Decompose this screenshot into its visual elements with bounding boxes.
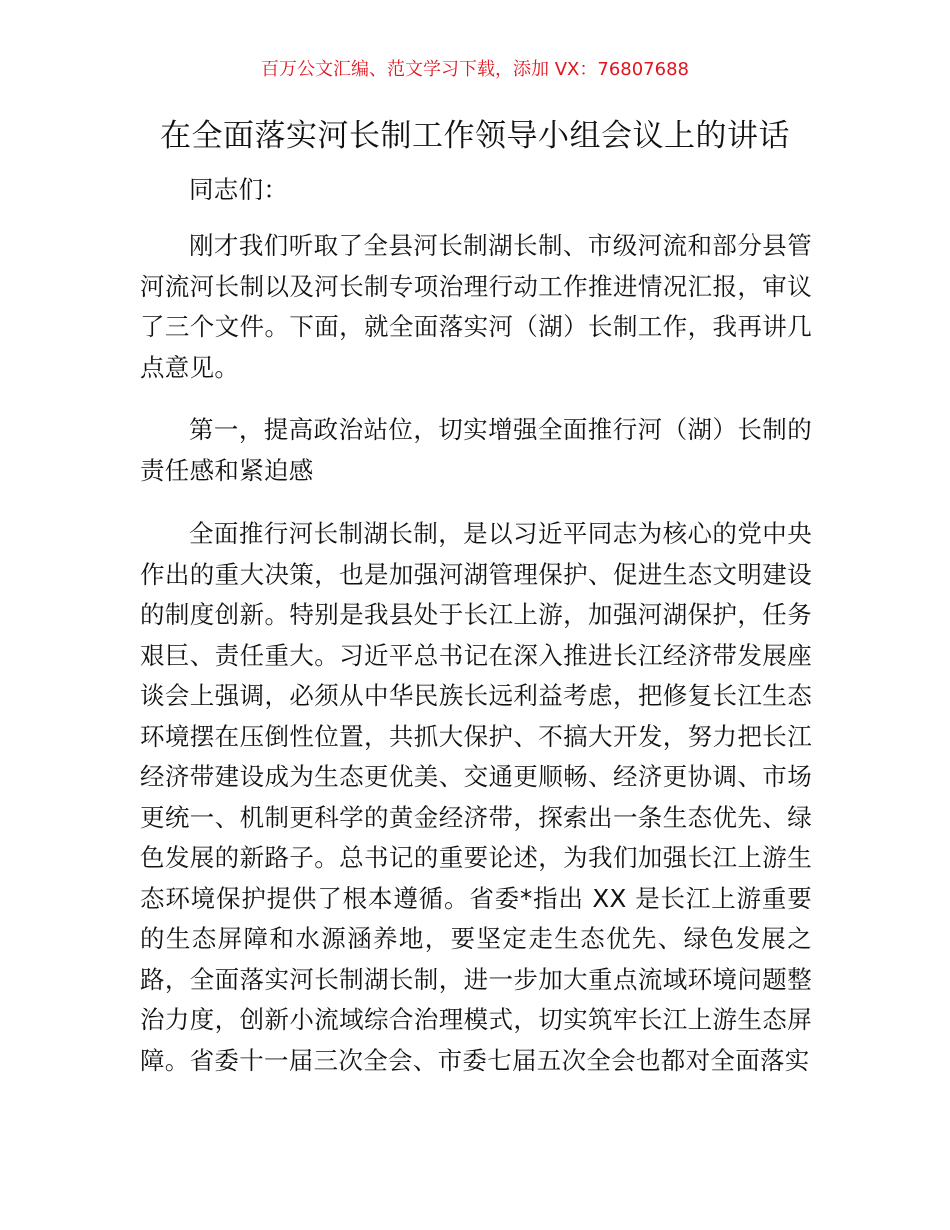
section-heading-first	[140, 410, 812, 491]
section-heading-text: 第一，提高政治站位，切实增强全面推行河（湖）长制的责任感和紧迫感	[140, 415, 812, 485]
paragraph-text: 刚才我们听取了全县河长制湖长制、市级河流和部分县管河流河长制以及河长制专项治理行动工作推进情况汇报，审议了三个文件。下面，就全面落实河（湖）长制工作，我再讲几点意见。	[140, 231, 812, 382]
document-title: 在全面落实河长制工作领导小组会议上的讲话	[160, 118, 790, 154]
salutation-text: 同志们：	[189, 175, 289, 204]
paragraph-body	[140, 514, 812, 1081]
paragraph-text: 全面推行河长制湖长制，是以习近平同志为核心的党中央作出的重大决策，也是加强河湖管理保护、促进生态文明建设的制度创新。特别是我县处于长江上游，加强河湖保护，任务艰巨、责任重大。习近平总书记在深入推进长江经济带发展座谈会上强调，必须从中华民族长远利益考虑，把修复长江生态环境摆在压倒性位置，共抓大保护、不搞大开发，努力把长江经济带建设成为生态更优美、交通更顺畅、经济更协调、市场更统一、机制更科学的黄金经济带，探索出一条生态优先、绿色发展的新路子。总书记的重要论述，为我们加强长江上游生态环境保护提供了根本遵循。省委*指出 XX 是长江上游重要的生态屏障和水源涵养地，要坚定走生态优先、绿色发展之路，全面落实河长制湖长制，进一步加大重点流域环境问题整治力度，创新小流域综合治理模式，切实筑牢长江上游生态屏障。省委十一届三次全会、市委七届五次全会也都对全面落实	[140, 519, 812, 1075]
watermark-banner: 百万公文汇编、范文学习下载，添加 VX：76807688	[261, 59, 689, 80]
salutation	[140, 170, 812, 211]
paragraph-intro	[140, 226, 812, 388]
